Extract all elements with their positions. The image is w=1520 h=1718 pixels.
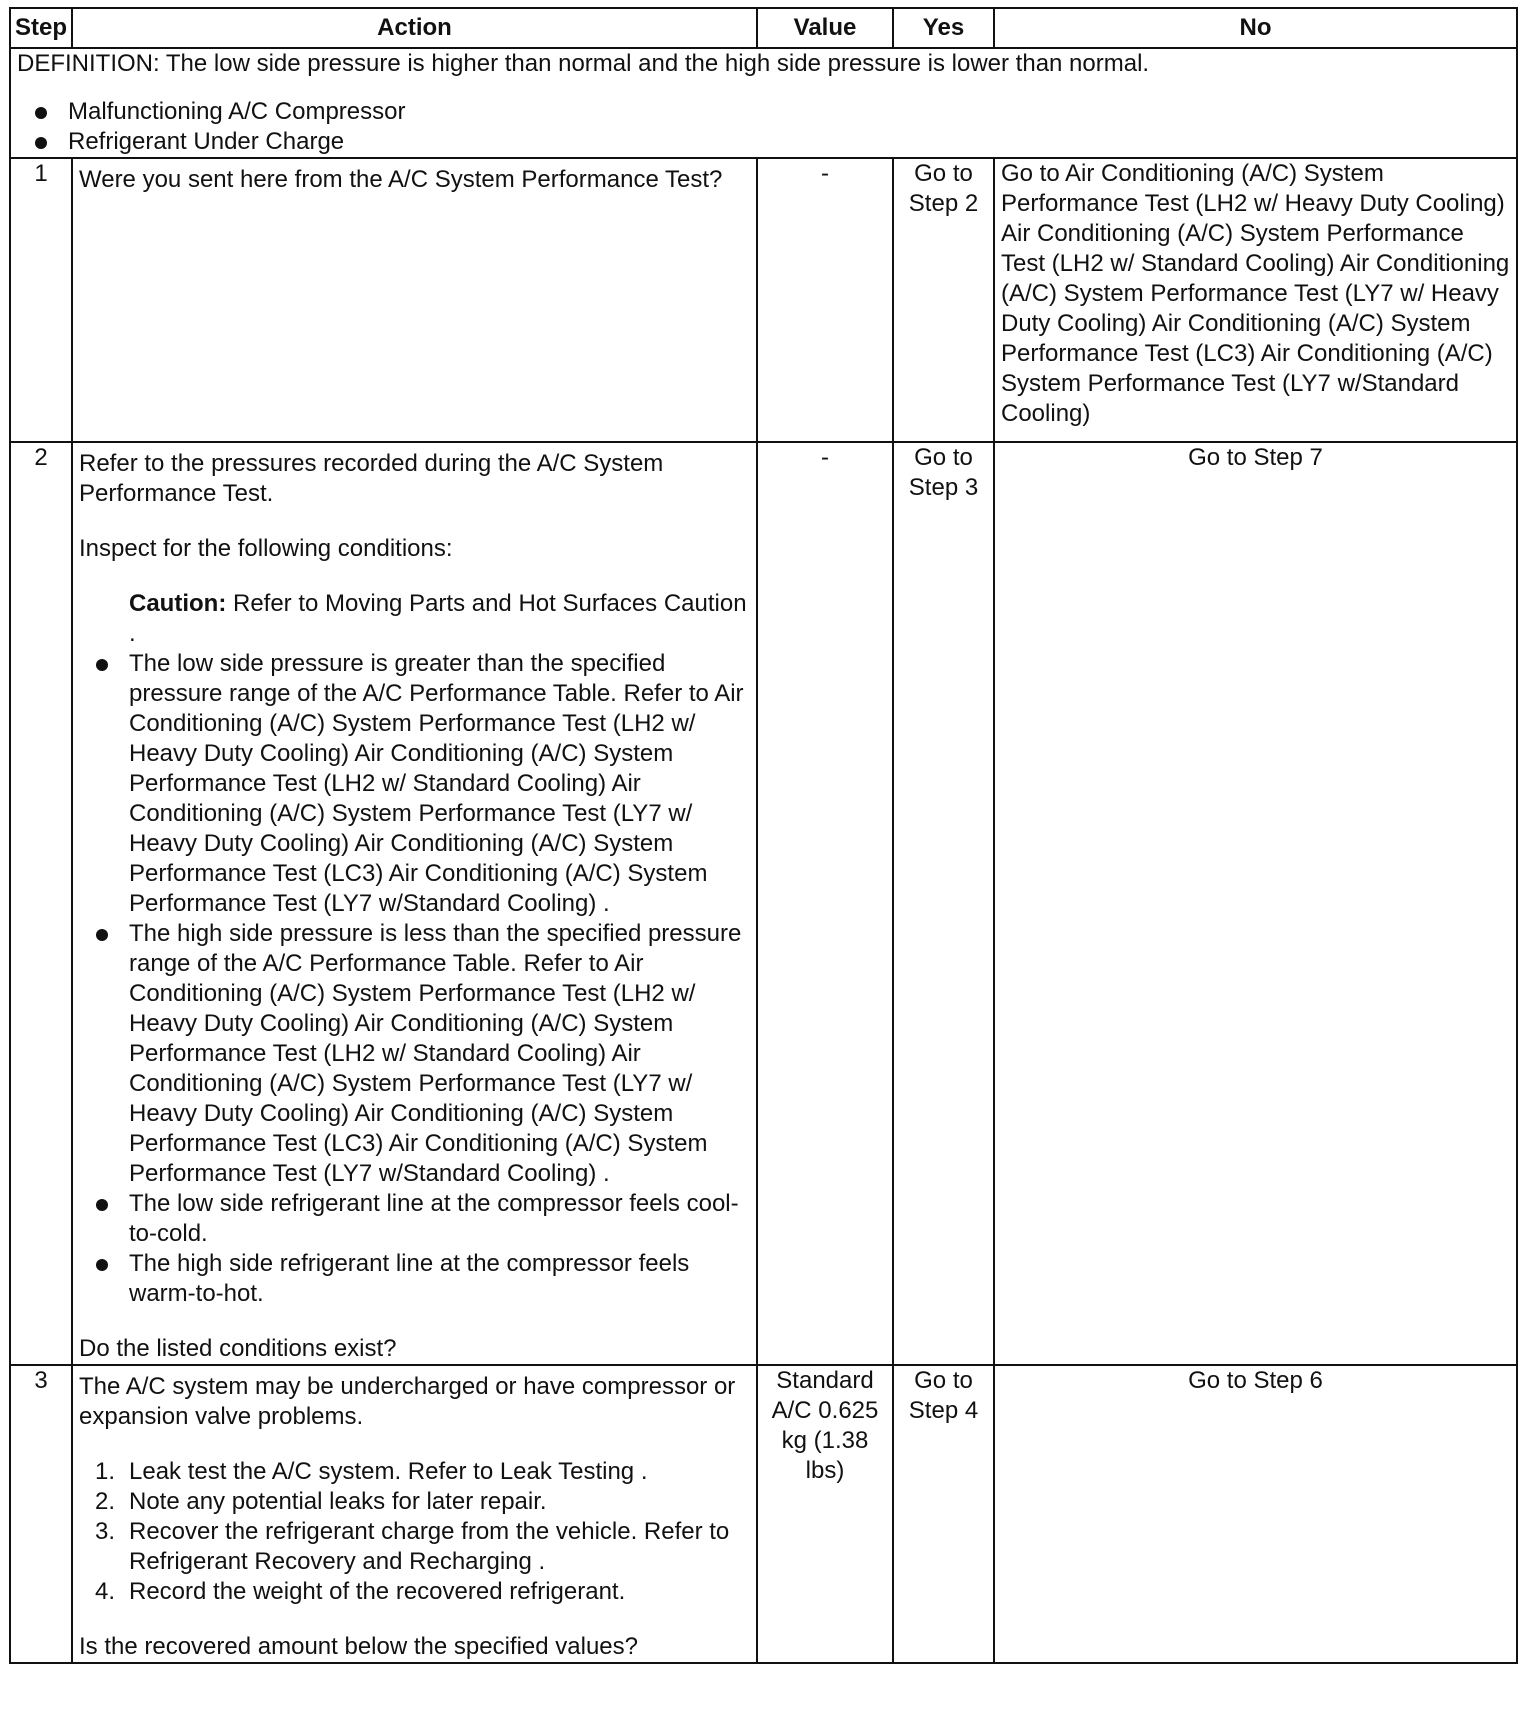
step-number: 3 — [10, 1365, 72, 1663]
header-action: Action — [72, 8, 757, 48]
action-cell — [72, 158, 757, 442]
action-question: Is the recovered amount below the specified values? — [79, 1633, 638, 1660]
item-text: Record the weight of the recovered refrigerant. — [129, 1578, 626, 1605]
bullet-icon — [35, 137, 47, 149]
header-value: Value — [757, 8, 893, 48]
condition-list — [79, 649, 750, 1309]
list-item — [79, 1487, 750, 1517]
caution-text: Refer to Moving Parts and Hot Surfaces Caution . — [129, 590, 747, 647]
definition-row — [10, 48, 1517, 158]
table-row — [10, 1365, 1517, 1663]
action-cell — [72, 1365, 757, 1663]
bullet-icon — [35, 107, 47, 119]
list-item — [79, 1577, 750, 1607]
list-item — [79, 1457, 750, 1487]
step-number: 1 — [10, 158, 72, 442]
action-intro: The A/C system may be undercharged or have compressor or expansion valve problems. — [79, 1373, 736, 1430]
value-cell: - — [757, 158, 893, 442]
action-text: Were you sent here from the A/C System Performance Test? — [79, 166, 723, 193]
item-number: 4. — [95, 1578, 116, 1605]
list-item — [79, 1517, 750, 1577]
definition-text: DEFINITION: The low side pressure is higher than normal and the high side pressure is lower than normal. — [17, 50, 1150, 77]
header-step: Step — [10, 8, 72, 48]
bullet-icon — [96, 1199, 108, 1211]
bullet-icon — [96, 659, 108, 671]
bullet-icon — [96, 929, 108, 941]
item-number: 3. — [95, 1518, 116, 1545]
no-link[interactable]: Go to Air Conditioning (A/C) System Performance Test (LH2 w/ Heavy Duty Cooling) Air Conditioning (A/C) System Performance Test (LH2 w/ Standard Cooling) Air Conditioning (A/C) System Performance Test (LY7 w/ Heavy Duty Cooling) Air Conditioning (A/C) System Performance Test (LC3) Air Conditioning (A/C) System Performance Test (LY7 w/Standard Cooling) — [994, 158, 1517, 442]
header-no: No — [994, 8, 1517, 48]
no-link[interactable]: Go to Step 7 — [994, 442, 1517, 1365]
list-item — [17, 127, 1510, 157]
item-number: 2. — [95, 1488, 116, 1515]
action-question: Do the listed conditions exist? — [79, 1335, 397, 1362]
definition-bullet-list — [17, 97, 1510, 157]
procedure-list — [79, 1457, 750, 1607]
item-text: Note any potential leaks for later repair. — [129, 1488, 547, 1515]
condition-text: The high side refrigerant line at the compressor feels warm-to-hot. — [129, 1250, 690, 1307]
step-number: 2 — [10, 442, 72, 1365]
condition-text: The low side pressure is greater than the specified pressure range of the A/C Performance Table. Refer to Air Conditioning (A/C) System Performance Test (LH2 w/ Heavy Duty Cooling) Air Conditioning (A/C) System Performance Test (LH2 w/ Standard Cooling) Air Conditioning (A/C) System Performance Test (LY7 w/ Heavy Duty Cooling) Air Conditioning (A/C) System Performance Test (LC3) Air Conditioning (A/C) System Performance Test (LY7 w/Standard Cooling) . — [129, 650, 744, 917]
table-row — [10, 158, 1517, 442]
list-item — [79, 649, 750, 919]
header-yes: Yes — [893, 8, 994, 48]
no-link[interactable]: Go to Step 6 — [994, 1365, 1517, 1663]
value-cell: - — [757, 442, 893, 1365]
caution-note — [79, 589, 750, 649]
bullet-icon — [96, 1259, 108, 1271]
item-text: Recover the refrigerant charge from the vehicle. Refer to Refrigerant Recovery and Recharging . — [129, 1518, 730, 1575]
value-cell: Standard A/C 0.625 kg (1.38 lbs) — [757, 1365, 893, 1663]
action-cell — [72, 442, 757, 1365]
yes-link[interactable]: Go to Step 4 — [893, 1365, 994, 1663]
action-inspect: Inspect for the following conditions: — [79, 535, 453, 562]
yes-link[interactable]: Go to Step 3 — [893, 442, 994, 1365]
condition-text: The high side pressure is less than the specified pressure range of the A/C Performance Table. Refer to Air Conditioning (A/C) System Performance Test (LH2 w/ Heavy Duty Cooling) Air Conditioning (A/C) System Performance Test (LH2 w/ Standard Cooling) Air Conditioning (A/C) System Performance Test (LY7 w/ Heavy Duty Cooling) Air Conditioning (A/C) System Performance Test (LC3) Air Conditioning (A/C) System Performance Test (LY7 w/Standard Cooling) . — [129, 920, 742, 1187]
caution-label: Caution: — [129, 590, 227, 617]
list-item — [17, 97, 1510, 127]
diagnostic-table — [9, 7, 1518, 1664]
list-item — [79, 919, 750, 1189]
table-row — [10, 442, 1517, 1365]
item-number: 1. — [95, 1458, 116, 1485]
list-item — [79, 1189, 750, 1249]
header-row — [10, 8, 1517, 48]
condition-text: The low side refrigerant line at the compressor feels cool-to-cold. — [129, 1190, 739, 1247]
definition-cell — [10, 48, 1517, 158]
definition-bullet-text: Refrigerant Under Charge — [68, 128, 345, 155]
definition-bullet-text: Malfunctioning A/C Compressor — [68, 98, 406, 125]
item-text: Leak test the A/C system. Refer to Leak Testing . — [129, 1458, 648, 1485]
yes-link[interactable]: Go to Step 2 — [893, 158, 994, 442]
action-intro: Refer to the pressures recorded during the A/C System Performance Test. — [79, 450, 664, 507]
list-item — [79, 1249, 750, 1309]
